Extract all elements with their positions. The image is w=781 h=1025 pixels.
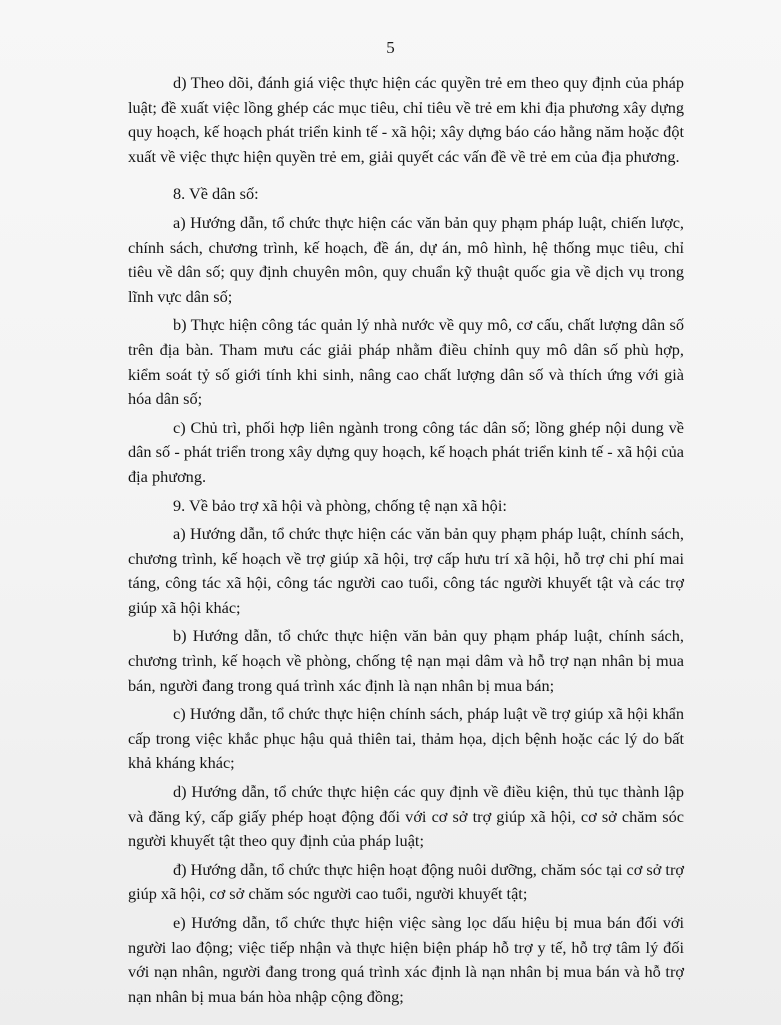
paragraph-9dd: đ) Hướng dẫn, tổ chức thực hiện hoạt động nuôi dưỡng, chăm sóc tại cơ sở trợ giúp xã hội, cơ sở chăm sóc người cao tuổi, người khuyết tật; [128, 859, 684, 904]
paragraph-7d: d) Theo dõi, đánh giá việc thực hiện các quyền trẻ em theo quy định của pháp luật; đề xuất việc lồng ghép các mục tiêu, chỉ tiêu về trẻ em khi địa phương xây dựng quy hoạch, kế hoạch phát triển kinh tế - xã hội; xây dựng báo cáo hằng năm hoặc đột xuất về việc thực hiện quyền trẻ em, giải quyết các vấn đề về trẻ em của địa phương. [128, 73, 684, 166]
paragraph-9a: a) Hướng dẫn, tổ chức thực hiện các văn bản quy phạm pháp luật, chính sách, chương trình, kế hoạch về trợ giúp xã hội, trợ cấp hưu trí xã hội, hỗ trợ chi phí mai táng, công tác xã hội, công tác người cao tuổi, công tác người khuyết tật và các trợ giúp xã hội khác; [128, 524, 684, 617]
paragraph-9b: b) Hướng dẫn, tổ chức thực hiện văn bản quy phạm pháp luật, chính sách, chương trình, kế hoạch về phòng, chống tệ nạn mại dâm và hỗ trợ nạn nhân bị mua bán, người đang trong quá trình xác định là nạn nhân bị mua bán; [128, 626, 684, 695]
document-body [128, 71, 684, 1009]
paragraph-9d: d) Hướng dẫn, tổ chức thực hiện các quy định về điều kiện, thủ tục thành lập và đăng ký, cấp giấy phép hoạt động đối với cơ sở trợ giúp xã hội, cơ sở chăm sóc người khuyết tật theo quy định của pháp luật; [128, 782, 684, 851]
paragraph-8a: a) Hướng dẫn, tổ chức thực hiện các văn bản quy phạm pháp luật, chiến lược, chính sách, chương trình, kế hoạch, đề án, dự án, mô hình, hệ thống mục tiêu, chỉ tiêu về dân số; quy định chuyên môn, quy chuẩn kỹ thuật quốc gia về dịch vụ trong lĩnh vực dân số; [128, 212, 684, 306]
section-heading-8: 8. Về dân số: [173, 184, 259, 204]
paragraph-8b: b) Thực hiện công tác quản lý nhà nước về quy mô, cơ cấu, chất lượng dân số trên địa bàn. Tham mưu các giải pháp nhằm điều chỉnh quy mô dân số phù hợp, kiểm soát tỷ số giới tính khi sinh, nâng cao chất lượng dân số và thích ứng với già hóa dân số; [128, 315, 684, 409]
section-heading-9: 9. Về bảo trợ xã hội và phòng, chống tệ nạn xã hội: [173, 495, 507, 515]
paragraph-8c: c) Chủ trì, phối hợp liên ngành trong công tác dân số; lồng ghép nội dung về dân số - phát triển trong xây dựng quy hoạch, kế hoạch phát triển kinh tế - xã hội của địa phương. [128, 417, 684, 486]
paragraph-9e: e) Hướng dẫn, tổ chức thực hiện việc sàng lọc dấu hiệu bị mua bán đối với người lao động; việc tiếp nhận và thực hiện biện pháp hỗ trợ y tế, hỗ trợ tâm lý đối với nạn nhân, người đang trong quá trình xác định là nạn nhân bị mua bán và hỗ trợ nạn nhân bị mua bán hòa nhập cộng đồng; [128, 913, 684, 1006]
paragraph-9c: c) Hướng dẫn, tổ chức thực hiện chính sách, pháp luật về trợ giúp xã hội khẩn cấp trong việc khắc phục hậu quả thiên tai, thảm họa, dịch bệnh hoặc các lý do bất khả kháng khác; [128, 704, 684, 773]
page-number: 5 [386, 38, 395, 57]
